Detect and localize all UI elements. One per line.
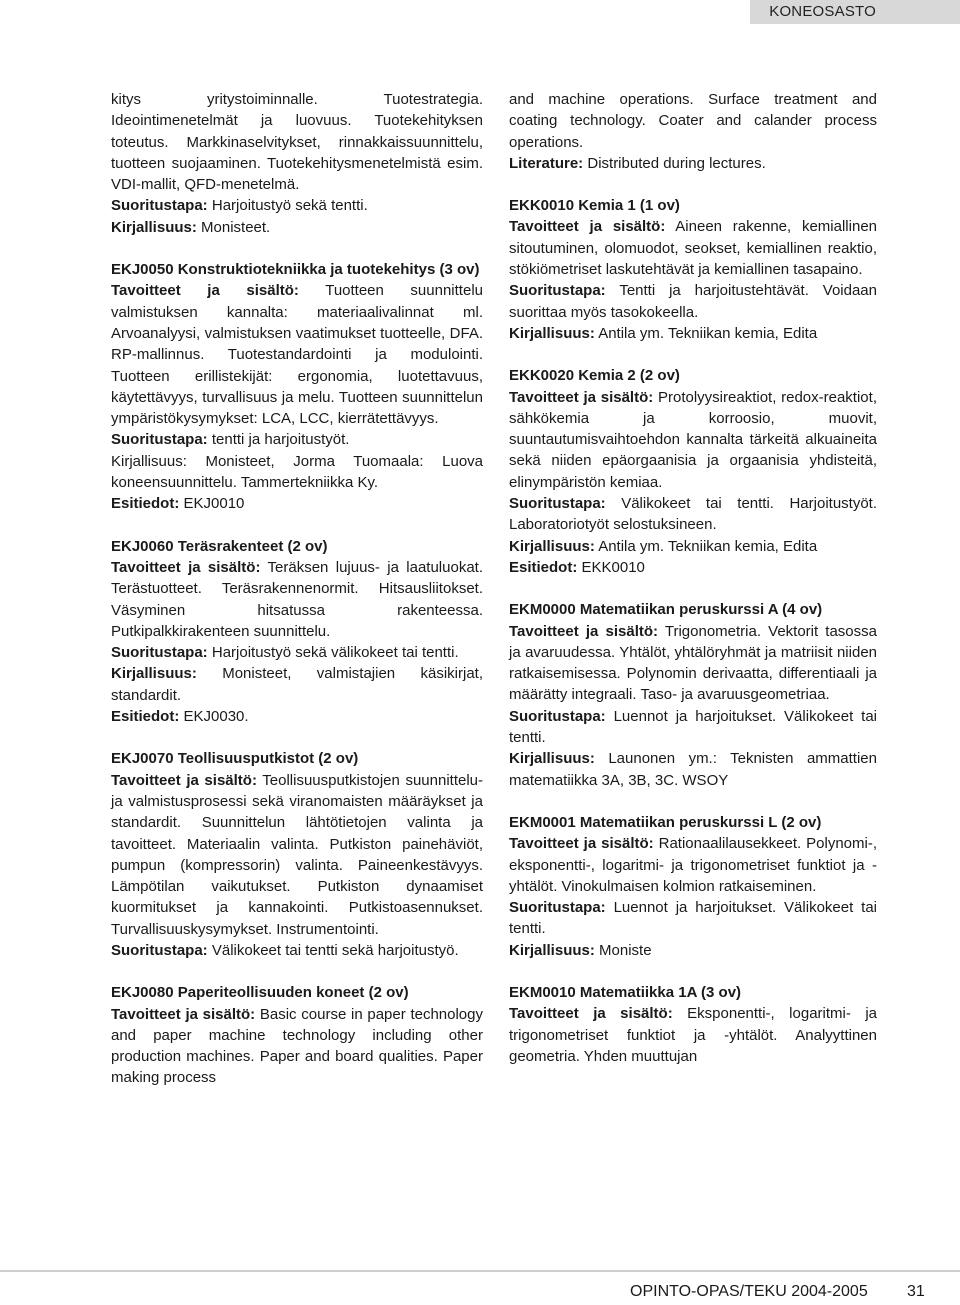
- goals-line: Tavoitteet ja sisältö: Trigonometria. Vektorit tasossa ja avaruudessa. Yhtälöt, yhtälöryhmät ja matriisit niiden ratkaisemisessa. Polynomin derivaatta, differentiaali ja määrätty integraali. Taso- ja avaruusgeometriaa.: [509, 622, 877, 704]
- literature-line: Literature: Distributed during lectures.: [509, 154, 766, 172]
- section-continued: [111, 89, 483, 238]
- course-ekk0010: [509, 195, 877, 344]
- literature-line: Kirjallisuus: Moniste: [509, 941, 652, 959]
- course-ekk0020: [509, 365, 877, 578]
- literature-line: Kirjallisuus: Antila ym. Tekniikan kemia, Edita: [509, 537, 818, 555]
- method-line: Suoritustapa: tentti ja harjoitustyöt.: [111, 431, 350, 449]
- method-line: Suoritustapa: Välikokeet tai tentti. Harjoitustyöt. Laboratoriotyöt selostuksineen.: [509, 495, 877, 534]
- goals-line: Tavoitteet ja sisältö: Teräksen lujuus- ja laatuluokat. Terästuotteet. Teräsrakennenormit. Hitsausliitokset. Väsyminen hitsatussa rakenteessa. Putkipalkkirakenteen suunnittelu.: [111, 558, 483, 640]
- literature-line: Kirjallisuus: Launonen ym.: Teknisten ammattien matematiikka 3A, 3B, 3C. WSOY: [509, 750, 877, 789]
- paragraph: and machine operations. Surface treatment and coating technology. Coater and calander process operations.: [509, 91, 877, 151]
- department-header: KONEOSASTO: [769, 3, 876, 20]
- course-ekm0000: [509, 599, 877, 791]
- goals-line: Tavoitteet ja sisältö: Basic course in paper technology and paper machine technology including other production machines. Paper and board qualities. Paper making process: [111, 1005, 483, 1087]
- course-title: EKJ0070 Teollisuusputkistot (2 ov): [111, 750, 359, 768]
- method-label: Suoritustapa:: [111, 197, 208, 215]
- course-title: EKM0010 Matematiikka 1A (3 ov): [509, 983, 742, 1001]
- method-line: Suoritustapa: Välikokeet tai tentti sekä harjoitustyö.: [111, 941, 459, 959]
- course-ekm0010: [509, 982, 877, 1067]
- goals-line: Tavoitteet ja sisältö: Aineen rakenne, kemiallinen sitoutuminen, olomuodot, seokset, kemiallinen reaktio, stökiömetriset laskutehtävät ja kemiallinen tasapaino.: [509, 218, 878, 279]
- goals-line: Tavoitteet ja sisältö: Tuotteen suunnittelu valmistuksen kannalta: materiaalivalinnat ml. Arvoanalyysi, valmistuksen vaatimukset tuotteelle, DFA. RP-mallinnus. Tuotestandardointi ja modulointi. Tuotteen erillistekijät: ergonomia, luotettavuus, käytettävyys, turvallisuus ja melu. Tuotteen suunnittelun ympäristökysymykset: LCA, LCC, kierrätettävyys.: [111, 282, 483, 428]
- literature-label: Kirjallisuus:: [111, 218, 197, 236]
- prerequisites-line: Esitiedot: EKJ0030.: [111, 708, 249, 726]
- course-title: EKJ0060 Teräsrakenteet (2 ov): [111, 537, 328, 555]
- page-number: 31: [907, 1283, 925, 1300]
- literature-line: Kirjallisuus: Monisteet, valmistajien käsikirjat, standardit.: [111, 665, 483, 704]
- section-continued: [509, 89, 877, 174]
- prerequisites-line: Esitiedot: EKK0010: [509, 558, 645, 576]
- literature-line: Kirjallisuus: Monisteet.: [111, 218, 271, 236]
- course-ekj0050: [111, 259, 483, 515]
- course-title: EKJ0080 Paperiteollisuuden koneet (2 ov): [111, 984, 409, 1002]
- left-column: [111, 89, 483, 1089]
- literature-line: Kirjallisuus: Antila ym. Tekniikan kemia, Edita: [509, 324, 818, 342]
- method-line: Suoritustapa: Luennot ja harjoitukset. Välikokeet tai tentti.: [509, 707, 877, 747]
- course-ekj0080: [111, 982, 483, 1088]
- course-ekm0001: [509, 812, 877, 961]
- method-line: Suoritustapa: Harjoitustyö sekä välikokeet tai tentti.: [111, 644, 459, 662]
- footer-divider: [0, 1270, 960, 1272]
- footer-publication: OPINTO-OPAS/TEKU 2004-2005: [630, 1283, 868, 1300]
- course-title: EKM0000 Matematiikan peruskurssi A (4 ov): [509, 601, 823, 619]
- course-ekj0070: [111, 748, 483, 961]
- method-line: Suoritustapa: Harjoitustyö sekä tentti.: [111, 197, 368, 215]
- goals-line: Tavoitteet ja sisältö: Teollisuusputkistojen suunnittelu- ja valmistusprosessi sekä viranomaisten määräykset ja standardit. Suunnittelun lähtötietojen valinta ja tavoitteet. Materiaalin valinta. Putkiston painehäviöt, pumpun (kompressorin) valinta. Paineenkestävyys. Lämpötilan vaikutukset. Putkiston dynaamiset kuormitukset ja kannakointi. Putkistoasennukset. Turvallisuuskysymykset. Instrumentointi.: [111, 771, 483, 938]
- method-line: Suoritustapa: Luennot ja harjoitukset. Välikokeet tai tentti.: [509, 899, 877, 938]
- course-title: EKJ0050 Konstruktiotekniikka ja tuotekehitys (3 ov): [111, 261, 480, 279]
- prerequisites-line: Esitiedot: EKJ0010: [111, 495, 245, 513]
- goals-line: Tavoitteet ja sisältö: Protolyysireaktiot, redox-reaktiot, sähkökemia ja korroosio, muovit, suuntautumisvaihtoehdon kannalta tärkeitä alkuaineita sekä niiden epäorgaanisia ja orgaanisia yhdisteitä, elinympäristön kemiaa.: [509, 388, 877, 491]
- course-title: EKK0010 Kemia 1 (1 ov): [509, 197, 680, 215]
- course-ekj0060: [111, 536, 483, 728]
- goals-line: Tavoitteet ja sisältö: Eksponentti-, logaritmi- ja trigonometriset funktiot ja -yhtälöt. Analyyttinen geometria. Yhden muuttujan: [509, 1005, 878, 1065]
- method-line: Suoritustapa: Tentti ja harjoitustehtävät. Voidaan suorittaa myös tasokokeella.: [509, 282, 877, 321]
- literature-line: Kirjallisuus: Monisteet, Jorma Tuomaala: Luova koneensuunnittelu. Tammertekniikka Ky.: [111, 452, 483, 492]
- course-title: EKM0001 Matematiikan peruskurssi L (2 ov): [509, 813, 822, 831]
- goals-line: Tavoitteet ja sisältö: Rationaalilausekkeet. Polynomi-, eksponentti-, logaritmi- ja trigonometriset funktiot ja -yhtälöt. Vinokulmaisen kolmion ratkaiseminen.: [509, 835, 877, 895]
- paragraph: kitys yritystoiminnalle. Tuotestrategia. Ideointimenetelmät ja luovuus. Tuotekehityksen toteutus. Markkinaselvitykset, rinnakkaissuunnittelu, tuotteen suojaaminen. Tuotekehitysmenetelmistä esim. VDI-mallit, QFD-menetelmä.: [111, 91, 483, 194]
- course-title: EKK0020 Kemia 2 (2 ov): [509, 367, 680, 385]
- right-column: [509, 89, 877, 1067]
